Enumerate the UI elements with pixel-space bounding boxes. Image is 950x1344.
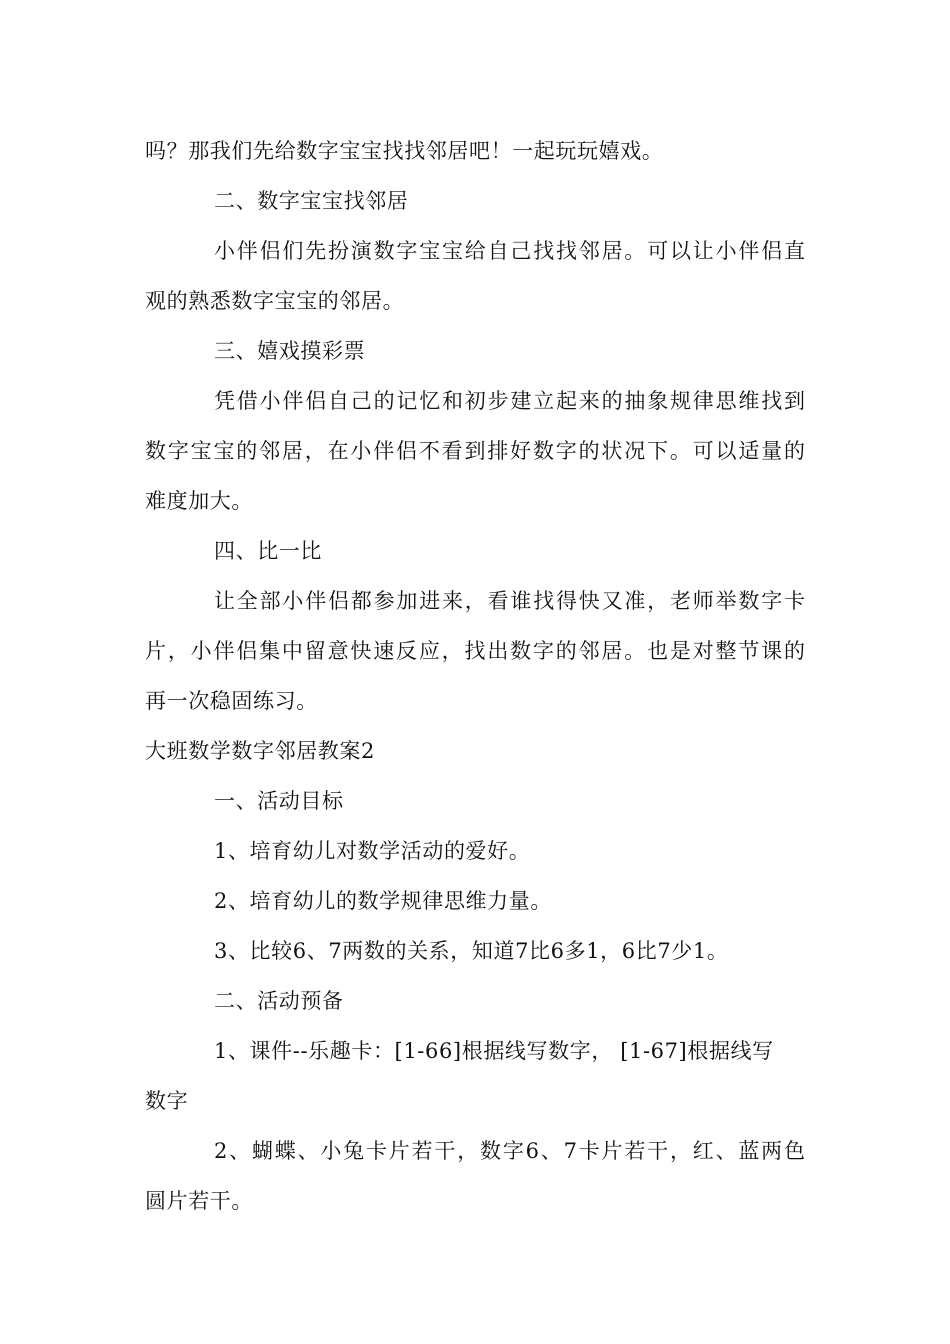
text-line: 观的熟悉数字宝宝的邻居。 [145,289,405,313]
text-line: 难度加大。 [145,489,253,513]
text-line: 让全部小伴侣都参加进来，看谁找得快又准，老师举数字卡 [214,589,805,613]
text-line: 吗？那我们先给数字宝宝找找邻居吧！一起玩玩嬉戏。 [145,139,664,163]
text-line: 凭借小伴侣自己的记忆和初步建立起来的抽象规律思维找到 [214,389,805,413]
section-heading: 四、比一比 [214,539,322,563]
list-item: 2、培育幼儿的数学规律思维力量。 [214,889,552,913]
text-line: 数字宝宝的邻居，在小伴侣不看到排好数字的状况下。可以适量的 [145,439,805,463]
section-heading: 一、活动目标 [214,789,344,813]
text-line: 片，小伴侣集中留意快速反应，找出数字的邻居。也是对整节课的 [145,639,805,663]
text-line: 再一次稳固练习。 [145,689,318,713]
list-item: 1、课件--乐趣卡：[1-66]根据线写数字， [1-67]根据线写 [214,1039,774,1063]
list-item: 3、比较6、7两数的关系，知道7比6多1，6比7少1。 [214,939,729,963]
list-item: 1、培育幼儿对数学活动的爱好。 [214,839,531,863]
text-line: 数字 [145,1089,189,1113]
text-line: 小伴侣们先扮演数字宝宝给自己找找邻居。可以让小伴侣直 [214,239,805,263]
text-line: 圆片若干。 [145,1189,253,1213]
section-heading: 三、嬉戏摸彩票 [214,339,366,363]
document-title: 大班数学数字邻居教案2 [145,739,375,763]
list-item: 2、蝴蝶、小兔卡片若干，数字6、7卡片若干，红、蓝两色 [214,1139,805,1163]
section-heading: 二、数字宝宝找邻居 [214,189,409,213]
section-heading: 二、活动预备 [214,989,344,1013]
